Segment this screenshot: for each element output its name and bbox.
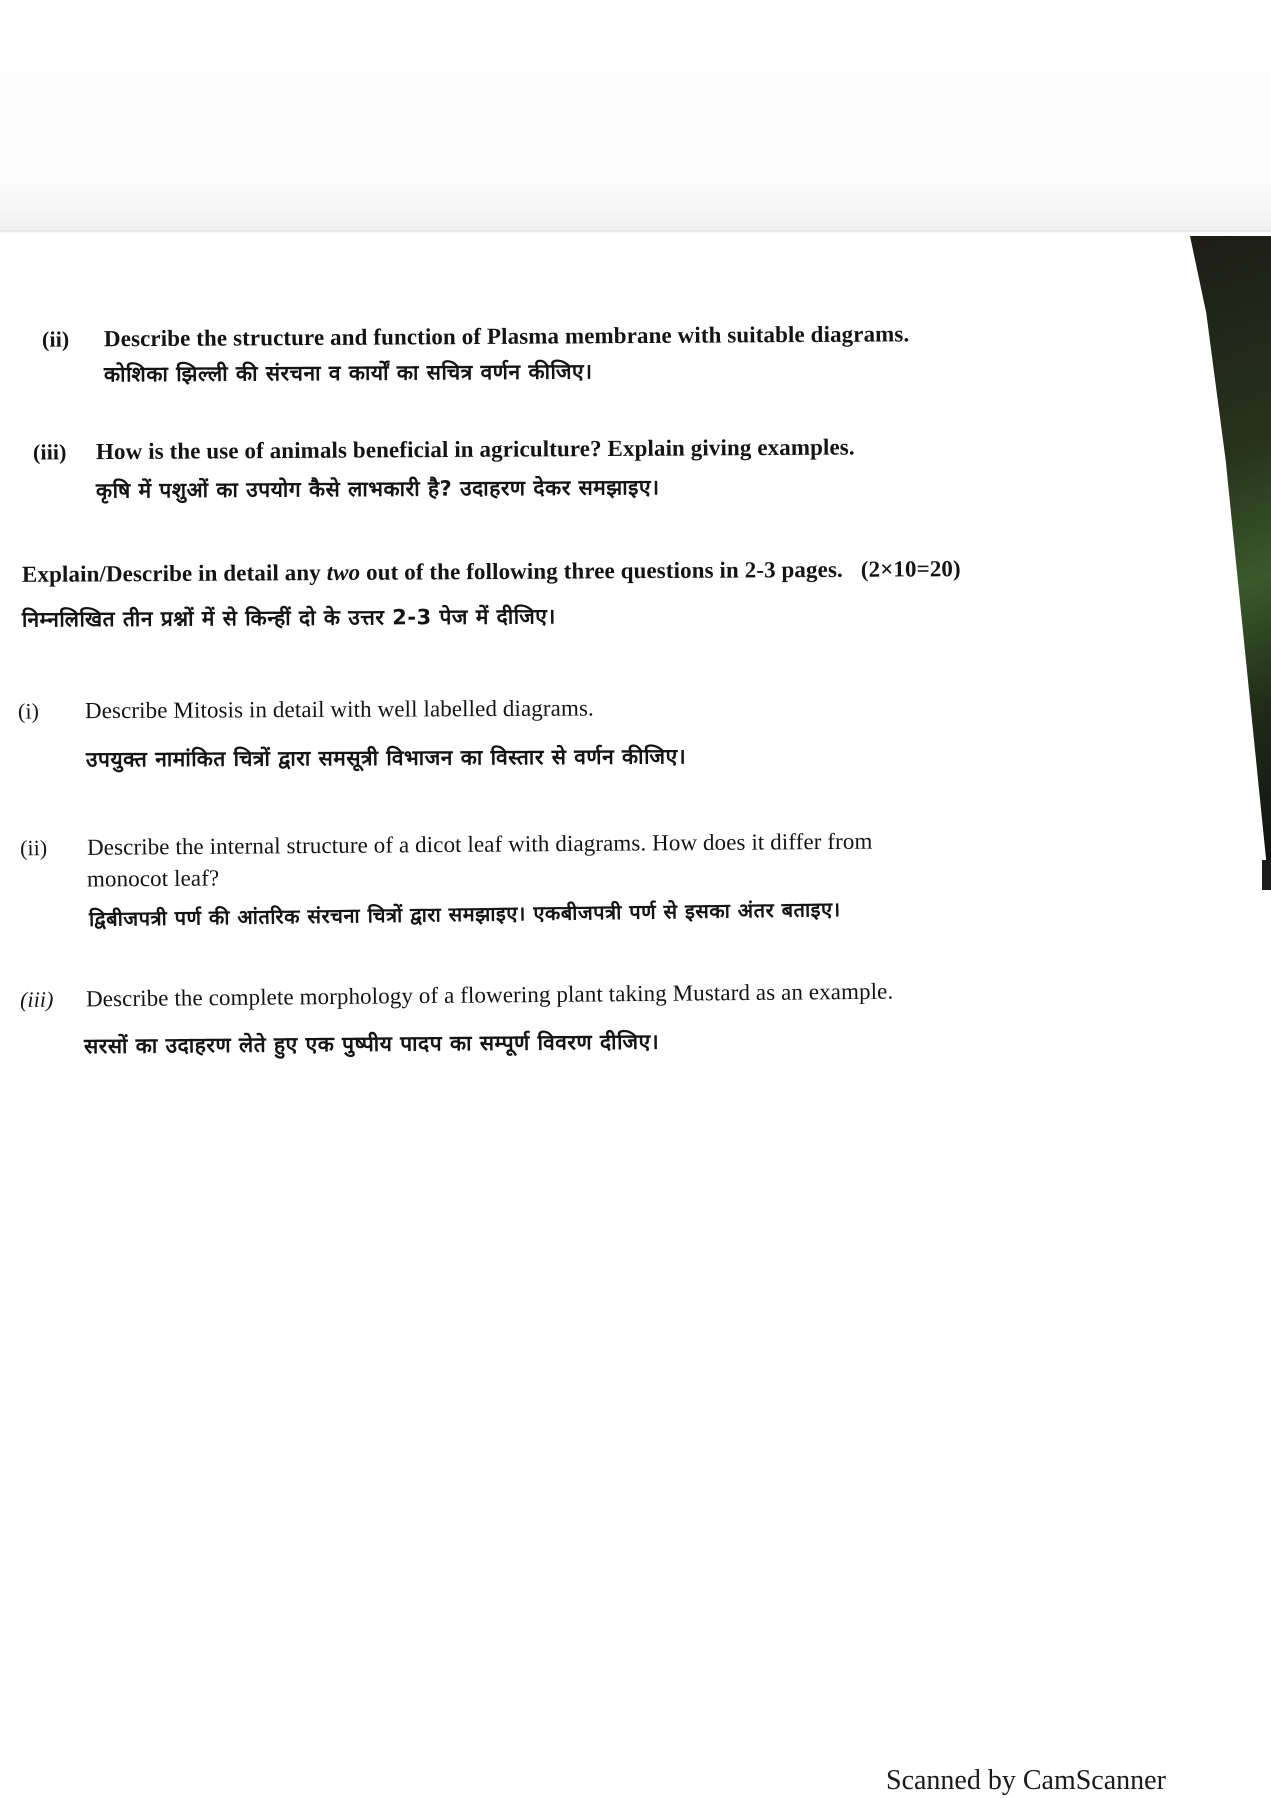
section-b-instruction-hindi bbox=[22, 602, 556, 633]
question-text: Describe the complete morphology of a flowering plant taking Mustard as an example. bbox=[85, 978, 894, 1012]
instruction-text-rest: out of the following three questions in 2-3 pages. bbox=[360, 556, 843, 585]
question-text-hindi: कृषि में पशुओं का उपयोग कैसे लाभकारी है? उदाहरण देकर समझाइए। bbox=[95, 475, 660, 503]
scan-background-top bbox=[0, 0, 1271, 232]
question-b-i-hindi bbox=[86, 742, 686, 773]
question-b-ii-hindi bbox=[89, 895, 841, 932]
question-text: Describe the structure and function of Plasma membrane with suitable diagrams. bbox=[103, 321, 910, 352]
question-text-hindi: कोशिका झिल्ली की संरचना व कार्यों का सचित्र वर्णन कीजिए। bbox=[103, 359, 593, 387]
marks-allocation: (2×10=20) bbox=[860, 556, 961, 582]
instruction-text: Explain/Describe in detail any bbox=[21, 560, 327, 587]
question-b-iii-hindi bbox=[84, 1028, 659, 1061]
instruction-text-hindi: निम्नलिखित तीन प्रश्नों में से किन्हीं दो के उत्तर 2-3 पेज में दीजिए। bbox=[21, 604, 556, 632]
question-number: (iii) bbox=[32, 439, 67, 465]
question-number: (iii) bbox=[19, 986, 54, 1012]
question-text-hindi: उपयुक्त नामांकित चित्रों द्वारा समसूत्री विभाजन का विस्तार से वर्णन कीजिए। bbox=[85, 744, 687, 772]
question-a-ii-hindi bbox=[104, 358, 593, 389]
question-b-iii-english bbox=[20, 979, 894, 1013]
question-text-hindi: द्विबीजपत्री पर्ण की आंतरिक संरचना चित्रों द्वारा समझाइए। एकबीजपत्री पर्ण से इसका अंतर बताइए। bbox=[88, 897, 841, 931]
camscanner-watermark: Scanned by CamScanner bbox=[886, 1765, 1166, 1796]
section-b-instruction bbox=[22, 556, 961, 588]
photo-background-corner bbox=[1190, 236, 1271, 876]
question-b-ii-english-cont bbox=[87, 865, 219, 892]
question-number: (ii) bbox=[19, 835, 48, 861]
question-a-ii-english bbox=[42, 321, 909, 352]
question-a-iii-hindi bbox=[96, 473, 660, 504]
paper-edge bbox=[0, 230, 1271, 234]
question-b-i-english bbox=[18, 695, 594, 724]
question-text: Describe Mitosis in detail with well labelled diagrams. bbox=[84, 695, 594, 724]
question-text: Describe the internal structure of a dicot leaf with diagrams. How does it differ from bbox=[86, 828, 873, 860]
question-number: (i) bbox=[17, 698, 40, 724]
question-text-cont: monocot leaf? bbox=[86, 865, 220, 892]
question-b-ii-english bbox=[20, 829, 873, 862]
question-text: How is the use of animals beneficial in agriculture? Explain giving examples. bbox=[95, 434, 855, 465]
photo-background-edge bbox=[1262, 860, 1271, 890]
instruction-emphasis: two bbox=[326, 559, 361, 586]
question-text-hindi: सरसों का उदाहरण लेते हुए एक पुष्पीय पादप का सम्पूर्ण विवरण दीजिए। bbox=[83, 1029, 660, 1059]
question-number: (ii) bbox=[41, 326, 70, 352]
question-a-iii-english bbox=[33, 434, 855, 465]
